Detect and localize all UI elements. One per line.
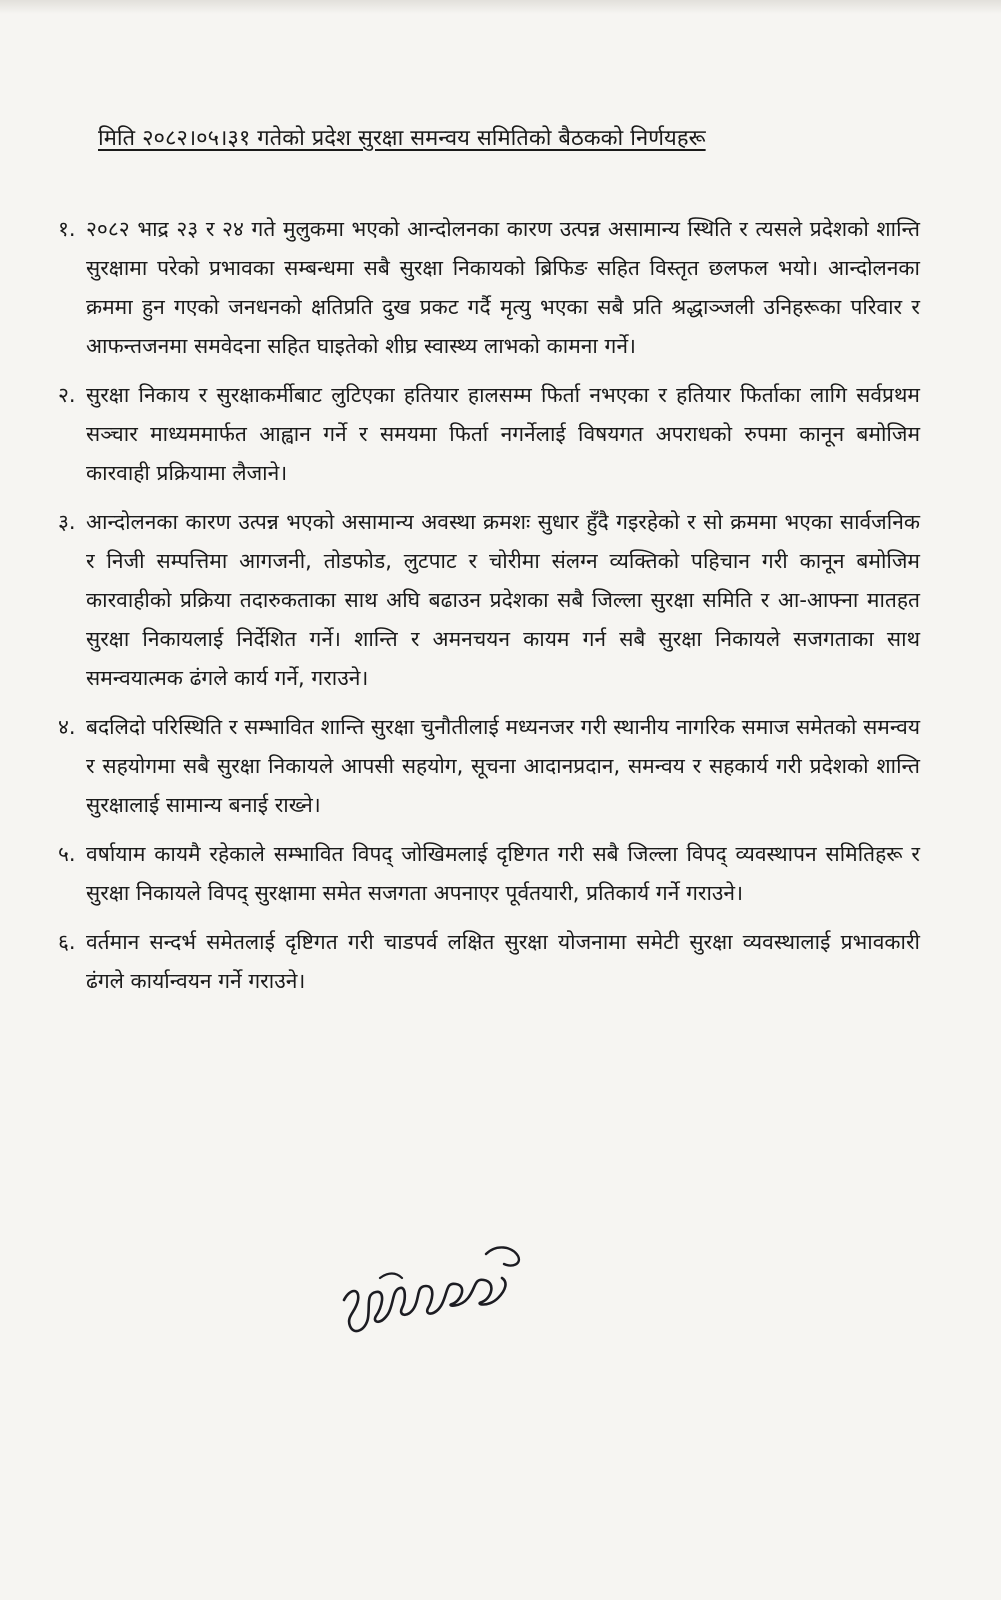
decision-item bbox=[58, 923, 920, 1001]
paper-top-edge bbox=[0, 0, 1001, 14]
decision-text: बदलिदो परिस्थिति र सम्भावित शान्ति सुरक्षा चुनौतीलाई मध्यनजर गरी स्थानीय नागरिक समाज समेतको समन्वय र सहयोगमा सबै सुरक्षा निकायले आपसी सहयोग, सूचना आदानप्रदान, समन्वय र सहकार्य गरी प्रदेशको शान्ति सुरक्षालाई सामान्य बनाई राख्ने। bbox=[86, 715, 920, 817]
decision-text: सुरक्षा निकाय र सुरक्षाकर्मीबाट लुटिएका हतियार हालसम्म फिर्ता नभएका र हतियार फिर्ताका लागि सर्वप्रथम सञ्चार माध्यममार्फत आह्वान गर्ने र समयमा फिर्ता नगर्नेलाई विषयगत अपराधको रुपमा कानून बमोजिम कारवाही प्रक्रियामा लैजाने। bbox=[86, 383, 920, 485]
decision-number: ६. bbox=[58, 930, 76, 954]
decision-item bbox=[58, 376, 920, 493]
decision-item bbox=[58, 503, 920, 698]
document-heading: मिति २०८२।०५।३१ गतेको प्रदेश सुरक्षा समन्वय समितिको बैठकको निर्णयहरू bbox=[98, 126, 706, 151]
decision-text: आन्दोलनका कारण उत्पन्न भएको असामान्य अवस्था क्रमशः सुधार हुँदै गइरहेको र सो क्रममा भएका सार्वजनिक र निजी सम्पत्तिमा आगजनी, तोडफोड, लुटपाट र चोरीमा संलग्न व्यक्तिको पहिचान गरी कानून बमोजिम कारवाहीको प्रक्रिया तदारुकताका साथ अघि बढाउन प्रदेशका सबै जिल्ला सुरक्षा समिति र आ-आफ्ना मातहत सुरक्षा निकायलाई निर्देशित गर्ने। शान्ति र अमनचयन कायम गर्न सबै सुरक्षा निकायले सजगताका साथ समन्वयात्मक ढंगले कार्य गर्ने, गराउने। bbox=[86, 510, 920, 690]
decision-text: वर्षायाम कायमै रहेकाले सम्भावित विपद् जोखिमलाई दृष्टिगत गरी सबै जिल्ला विपद् व्यवस्थापन समितिहरू र सुरक्षा निकायले विपद् सुरक्षामा समेत सजगता अपनाएर पूर्वतयारी, प्रतिकार्य गर्ने गराउने। bbox=[86, 842, 920, 905]
handwritten-signature bbox=[336, 1238, 536, 1348]
decision-text: २०८२ भाद्र २३ र २४ गते मुलुकमा भएको आन्दोलनका कारण उत्पन्न असामान्य स्थिति र त्यसले प्रदेशको शान्ति सुरक्षामा परेको प्रभावका सम्बन्धमा सबै सुरक्षा निकायको ब्रिफिङ सहित विस्तृत छलफल भयो। आन्दोलनका क्रममा हुन गएको जनधनको क्षतिप्रति दुख प्रकट गर्दै मृत्यु भएका सबै प्रति श्रद्धाञ्जली उनिहरूका परिवार र आफन्तजनमा समवेदना सहित घाइतेको शीघ्र स्वास्थ्य लाभको कामना गर्ने। bbox=[86, 217, 920, 358]
decision-number: ५. bbox=[58, 842, 76, 866]
decision-list bbox=[58, 210, 920, 1011]
decision-number: १. bbox=[58, 217, 76, 241]
decision-number: २. bbox=[58, 383, 76, 407]
decision-number: ३. bbox=[58, 510, 76, 534]
decision-item bbox=[58, 835, 920, 913]
decision-text: वर्तमान सन्दर्भ समेतलाई दृष्टिगत गरी चाडपर्व लक्षित सुरक्षा योजनामा समेटी सुरक्षा व्यवस्थालाई प्रभावकारी ढंगले कार्यान्वयन गर्ने गराउने। bbox=[86, 930, 920, 993]
decision-number: ४. bbox=[58, 715, 76, 739]
decision-item bbox=[58, 210, 920, 366]
decision-item bbox=[58, 708, 920, 825]
